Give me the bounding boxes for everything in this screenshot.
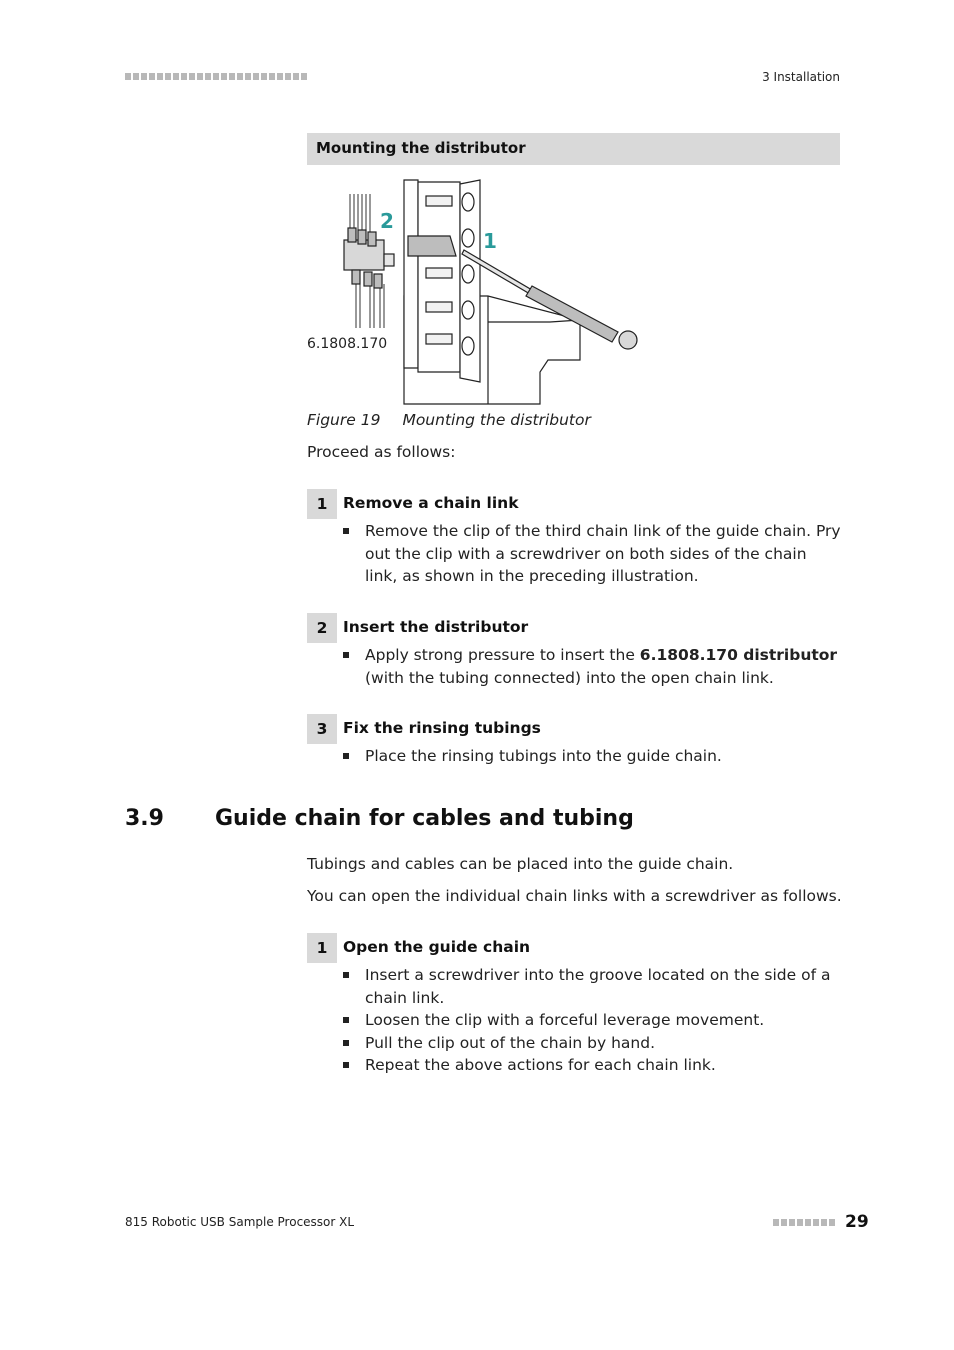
header-section-ref: 3 Installation — [762, 70, 840, 84]
header-decoration — [125, 73, 307, 83]
bullet-text: Pull the clip out of the chain by hand. — [365, 1034, 655, 1052]
section-title: Guide chain for cables and tubing — [215, 806, 634, 831]
step-number: 2 — [307, 613, 337, 643]
bullet-item — [343, 520, 843, 590]
callout-2: 2 — [380, 209, 394, 233]
page-number: 29 — [845, 1212, 869, 1232]
bullet-square-icon — [343, 1040, 349, 1046]
step-number: 1 — [307, 489, 337, 519]
bullet-item — [343, 964, 843, 1010]
caption-number: Figure 19 — [307, 411, 381, 429]
bullet-item — [343, 1032, 843, 1056]
footer-product-name: 815 Robotic USB Sample Processor XL — [125, 1215, 355, 1229]
section-paragraph: You can open the individual chain links with a screwdriver as follows. — [307, 887, 842, 905]
step-title: Fix the rinsing tubings — [343, 719, 541, 737]
step-number: 3 — [307, 714, 337, 744]
bullet-item — [343, 1054, 843, 1078]
bullet-text: Loosen the clip with a forceful leverage movement. — [365, 1011, 765, 1029]
bullet-square-icon — [343, 652, 349, 658]
callout-1: 1 — [483, 229, 497, 253]
bullet-text: Place the rinsing tubings into the guide chain. — [365, 747, 722, 765]
bullet-bold-part: 6.1808.170 distributor — [639, 646, 838, 664]
bullet-text: Insert a screwdriver into the groove located on the side of a chain link. — [365, 966, 831, 1007]
bullet-text: Repeat the above actions for each chain link. — [365, 1056, 716, 1074]
step-title: Remove a chain link — [343, 494, 519, 512]
part-number-label: 6.1808.170 — [307, 336, 388, 352]
bullet-square-icon — [343, 1017, 349, 1023]
bullet-square-icon — [343, 753, 349, 759]
bullet-square-icon — [343, 972, 349, 978]
step-title: Insert the distributor — [343, 618, 529, 636]
distributor-block — [344, 228, 394, 288]
step-title: Open the guide chain — [343, 938, 531, 956]
distributor-illustration — [300, 172, 660, 408]
subsection-heading: Mounting the distributor — [316, 139, 526, 157]
guide-chain — [404, 180, 480, 382]
footer-decoration — [773, 1219, 839, 1227]
bullet-square-icon — [343, 1062, 349, 1068]
intro-paragraph: Proceed as follows: — [307, 443, 456, 461]
section-paragraph: Tubings and cables can be placed into the guide chain. — [307, 855, 734, 873]
bullet-text: Apply strong pressure to insert the 6.1808.170 distributor (with the tubing connected) into the open chain link. — [365, 646, 838, 687]
section-number: 3.9 — [125, 806, 164, 831]
bullet-text: Remove the clip of the third chain link of the guide chain. Pry out the clip with a screwdriver on both sides of the chain link, as shown in the preceding illustration. — [365, 522, 841, 585]
bullet-item — [343, 1009, 843, 1033]
step-number: 1 — [307, 933, 337, 963]
bullet-item — [343, 745, 843, 769]
bullet-square-icon — [343, 528, 349, 534]
bullet-item — [343, 644, 843, 692]
figure-caption — [307, 411, 591, 429]
subsection-heading-bar — [307, 133, 840, 165]
caption-title: Mounting the distributor — [402, 411, 591, 429]
